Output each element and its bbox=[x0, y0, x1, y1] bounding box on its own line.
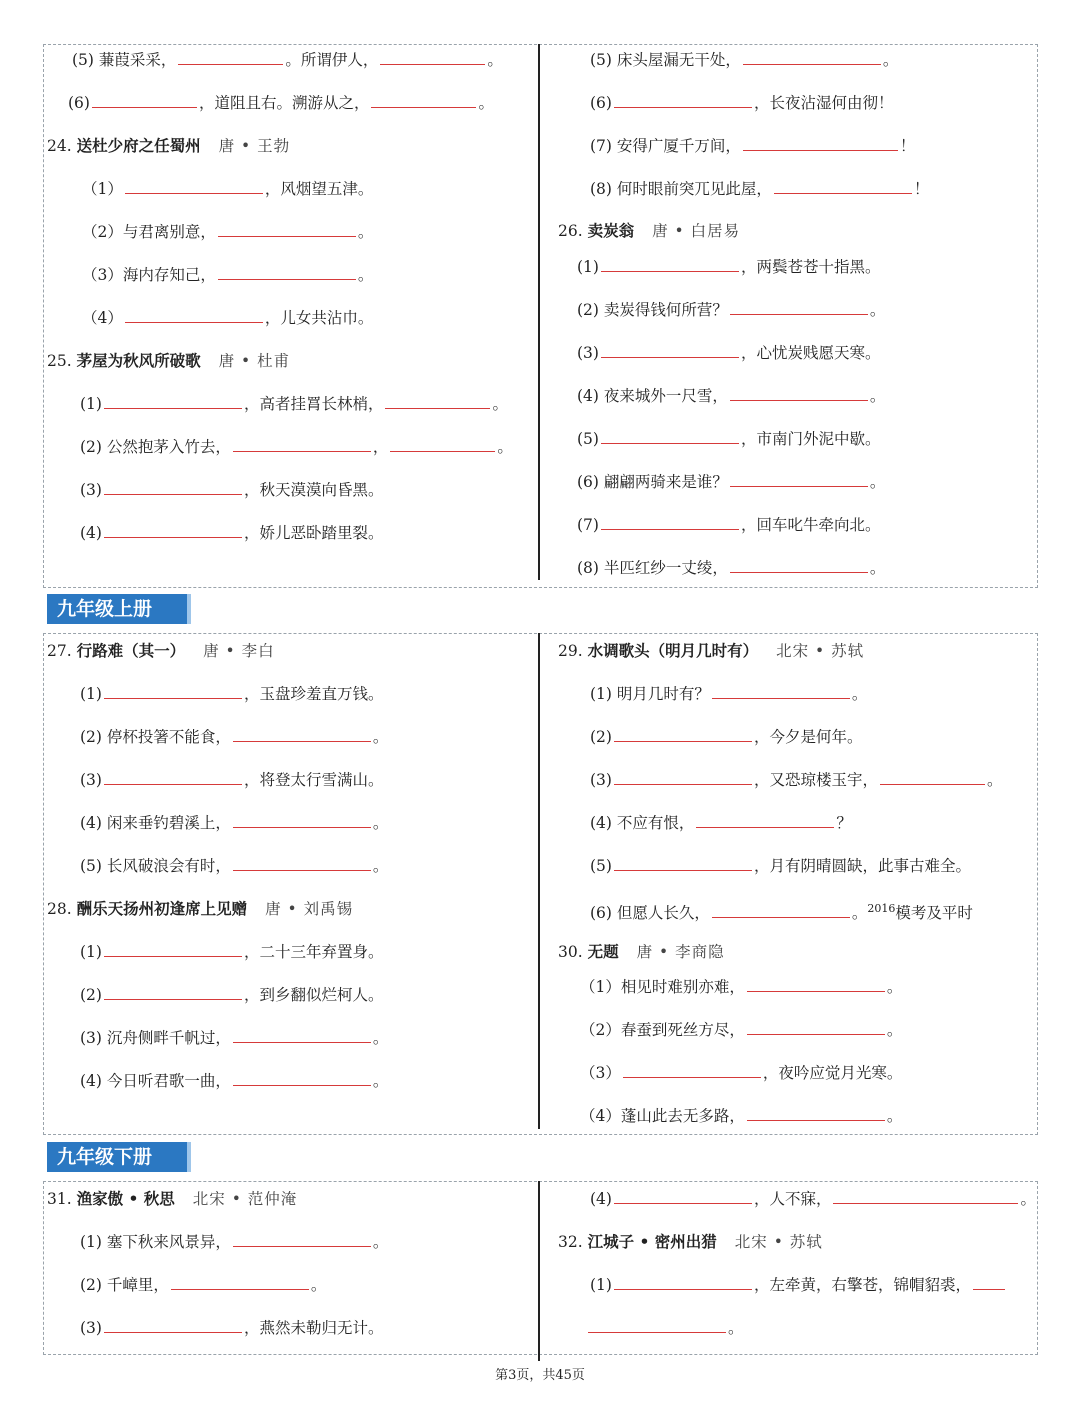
section-heading-grade9-vol2: 九年级下册 bbox=[47, 1142, 187, 1172]
answer-blank[interactable] bbox=[104, 394, 242, 409]
column-divider bbox=[538, 1181, 540, 1361]
verse-line: (1) ，高者挂罥长林梢， 。 bbox=[80, 395, 508, 413]
answer-blank[interactable] bbox=[614, 1275, 752, 1290]
section-heading-grade9-vol1: 九年级上册 bbox=[47, 594, 187, 624]
verse-line: (6) ，长夜沾湿何由彻！ bbox=[590, 94, 894, 112]
verse-line: (7) ，回车叱牛牵向北。 bbox=[577, 516, 881, 534]
answer-blank[interactable] bbox=[178, 50, 283, 65]
verse-line: (4) 闲来垂钓碧溪上， 。 bbox=[80, 814, 389, 832]
source-note: 模考及平时 bbox=[895, 904, 973, 923]
verse-line: (4) 今日听君歌一曲， 。 bbox=[80, 1072, 389, 1090]
page-footer: 第3页，共45页 bbox=[495, 1368, 585, 1383]
poem-heading-27: 27. 行路难（其一） 唐 • 李白 bbox=[47, 642, 275, 660]
answer-blank[interactable] bbox=[371, 93, 476, 108]
answer-blank[interactable] bbox=[104, 1318, 242, 1333]
verse-line: (2) 千嶂里， 。 bbox=[80, 1276, 327, 1294]
verse-line: (3) ，又恐琼楼玉宇， 。 bbox=[590, 771, 1003, 789]
verse-line: （4） ，儿女共沾巾。 bbox=[82, 309, 374, 327]
verse-line: (4) ，人不寐， 。 bbox=[590, 1190, 1036, 1208]
answer-blank[interactable] bbox=[233, 1071, 371, 1086]
poem-heading-28: 28. 酬乐天扬州初逢席上见赠 唐 • 刘禹锡 bbox=[47, 900, 354, 918]
verse-line: (2) 停杯投箸不能食， 。 bbox=[80, 728, 389, 746]
poem-heading-31: 31. 渔家傲 • 秋思 北宋 • 范仲淹 bbox=[47, 1190, 298, 1208]
verse-line: (8) 半匹红纱一丈绫， 。 bbox=[577, 559, 886, 577]
verse-line: (1) ，玉盘珍羞直万钱。 bbox=[80, 685, 384, 703]
verse-line: 。 bbox=[586, 1318, 744, 1338]
answer-blank[interactable] bbox=[104, 523, 242, 538]
section-box-2 bbox=[43, 633, 1038, 1135]
answer-blank[interactable] bbox=[218, 222, 356, 237]
answer-blank[interactable] bbox=[614, 93, 752, 108]
answer-blank[interactable] bbox=[233, 727, 371, 742]
source-note-year: 2016 bbox=[867, 902, 896, 915]
answer-blank[interactable] bbox=[171, 1275, 309, 1290]
verse-line: (1) 塞下秋来风景异， 。 bbox=[80, 1233, 389, 1251]
answer-blank[interactable] bbox=[730, 386, 868, 401]
answer-blank[interactable] bbox=[233, 1028, 371, 1043]
answer-blank[interactable] bbox=[601, 429, 739, 444]
verse-line: （1） ，风烟望五津。 bbox=[82, 180, 374, 198]
answer-blank[interactable] bbox=[233, 856, 371, 871]
answer-blank[interactable] bbox=[730, 300, 868, 315]
verse-line: (3) ，秋天漠漠向昏黑。 bbox=[80, 481, 384, 499]
verse-line: (2) ，今夕是何年。 bbox=[590, 728, 863, 746]
answer-blank[interactable] bbox=[233, 813, 371, 828]
answer-blank[interactable] bbox=[104, 684, 242, 699]
answer-blank[interactable] bbox=[601, 515, 739, 530]
verse-line: (4) ，娇儿恶卧踏里裂。 bbox=[80, 524, 384, 542]
verse-line: (2) 卖炭得钱何所营？ 。 bbox=[577, 301, 886, 319]
answer-blank[interactable] bbox=[973, 1275, 1005, 1290]
answer-blank[interactable] bbox=[743, 50, 881, 65]
verse-line: (5) 蒹葭采采， 。所谓伊人， 。 bbox=[72, 51, 503, 69]
verse-line: (4) 不应有恨， ？ bbox=[590, 814, 852, 832]
verse-line: (4) 夜来城外一尺雪， 。 bbox=[577, 387, 886, 405]
answer-blank[interactable] bbox=[233, 437, 371, 452]
verse-line: (1) ，左牵黄，右擎苍，锦帽貂裘， bbox=[590, 1275, 1007, 1295]
verse-line: (3) ，燕然未勒归无计。 bbox=[80, 1319, 384, 1337]
answer-blank[interactable] bbox=[696, 813, 834, 828]
answer-blank[interactable] bbox=[104, 942, 242, 957]
answer-blank[interactable] bbox=[125, 308, 263, 323]
verse-line: (5) ，月有阴晴圆缺，此事古难全。 bbox=[590, 857, 971, 875]
verse-line: (1) ，两鬓苍苍十指黑。 bbox=[577, 258, 881, 276]
answer-blank[interactable] bbox=[743, 136, 898, 151]
verse-line: （3）海内存知己， 。 bbox=[82, 266, 374, 284]
verse-line: (5) 床头屋漏无干处， 。 bbox=[590, 51, 899, 69]
answer-blank[interactable] bbox=[218, 265, 356, 280]
answer-blank[interactable] bbox=[730, 558, 868, 573]
verse-line: （2）春蚕到死丝方尽， 。 bbox=[580, 1021, 903, 1039]
verse-line: (2) ，到乡翻似烂柯人。 bbox=[80, 986, 384, 1004]
poem-heading-32: 32. 江城子 • 密州出猎 北宋 • 苏轼 bbox=[558, 1233, 823, 1251]
answer-blank[interactable] bbox=[614, 856, 752, 871]
answer-blank[interactable] bbox=[380, 50, 485, 65]
answer-blank[interactable] bbox=[104, 985, 242, 1000]
verse-line: （3） ，夜吟应觉月光寒。 bbox=[580, 1064, 903, 1082]
verse-line: (7) 安得广厦千万间， ！ bbox=[590, 137, 916, 155]
verse-line: (3) 沉舟侧畔千帆过， 。 bbox=[80, 1029, 389, 1047]
answer-blank[interactable] bbox=[233, 1232, 371, 1247]
answer-blank[interactable] bbox=[588, 1318, 726, 1333]
answer-blank[interactable] bbox=[390, 437, 495, 452]
verse-line: (6) 翩翩两骑来是谁？ 。 bbox=[577, 473, 886, 491]
column-divider bbox=[538, 44, 540, 580]
column-divider bbox=[538, 633, 540, 1129]
answer-blank[interactable] bbox=[774, 179, 912, 194]
answer-blank[interactable] bbox=[614, 1189, 752, 1204]
answer-blank[interactable] bbox=[125, 179, 263, 194]
verse-line: (2) 公然抱茅入竹去， ， 。 bbox=[80, 438, 513, 456]
answer-blank[interactable] bbox=[385, 394, 490, 409]
answer-blank[interactable] bbox=[623, 1063, 761, 1078]
answer-blank[interactable] bbox=[614, 727, 752, 742]
verse-line: (5) ，市南门外泥中歇。 bbox=[577, 430, 881, 448]
poem-heading-24: 24. 送杜少府之任蜀州 唐 • 王勃 bbox=[47, 137, 291, 155]
answer-blank[interactable] bbox=[601, 343, 739, 358]
answer-blank[interactable] bbox=[92, 93, 197, 108]
answer-blank[interactable] bbox=[712, 903, 850, 918]
answer-blank[interactable] bbox=[747, 1106, 885, 1121]
verse-line: （4）蓬山此去无多路， 。 bbox=[580, 1107, 903, 1125]
answer-blank[interactable] bbox=[833, 1189, 1018, 1204]
answer-blank[interactable] bbox=[104, 770, 242, 785]
answer-blank[interactable] bbox=[747, 977, 885, 992]
verse-line: (1) ，二十三年弃置身。 bbox=[80, 943, 384, 961]
poem-heading-25: 25. 茅屋为秋风所破歌 唐 • 杜甫 bbox=[47, 352, 291, 370]
verse-line: （2）与君离别意， 。 bbox=[82, 223, 374, 241]
poem-heading-26: 26. 卖炭翁 唐 • 白居易 bbox=[558, 222, 741, 240]
poem-heading-29: 29. 水调歌头（明月几时有） 北宋 • 苏轼 bbox=[558, 642, 865, 660]
verse-line: （1）相见时难别亦难， 。 bbox=[580, 978, 903, 996]
poem-heading-30: 30. 无题 唐 • 李商隐 bbox=[558, 943, 725, 961]
answer-blank[interactable] bbox=[614, 770, 752, 785]
verse-line: (8) 何时眼前突兀见此屋， ！ bbox=[590, 180, 930, 198]
verse-line: (3) ，心忧炭贱愿天寒。 bbox=[577, 344, 881, 362]
verse-line: (1) 明月几时有？ 。 bbox=[590, 685, 868, 703]
answer-blank[interactable] bbox=[880, 770, 985, 785]
answer-blank[interactable] bbox=[601, 257, 739, 272]
verse-line: (3) ，将登太行雪满山。 bbox=[80, 771, 384, 789]
answer-blank[interactable] bbox=[712, 684, 850, 699]
answer-blank[interactable] bbox=[747, 1020, 885, 1035]
verse-line: (6) 但愿人长久， 。$^{2016}$模考及平时 bbox=[590, 902, 973, 923]
verse-line: (6) ，道阻且右。溯游从之， 。 bbox=[68, 94, 494, 112]
verse-line: (5) 长风破浪会有时， 。 bbox=[80, 857, 389, 875]
answer-blank[interactable] bbox=[730, 472, 868, 487]
answer-blank[interactable] bbox=[104, 480, 242, 495]
